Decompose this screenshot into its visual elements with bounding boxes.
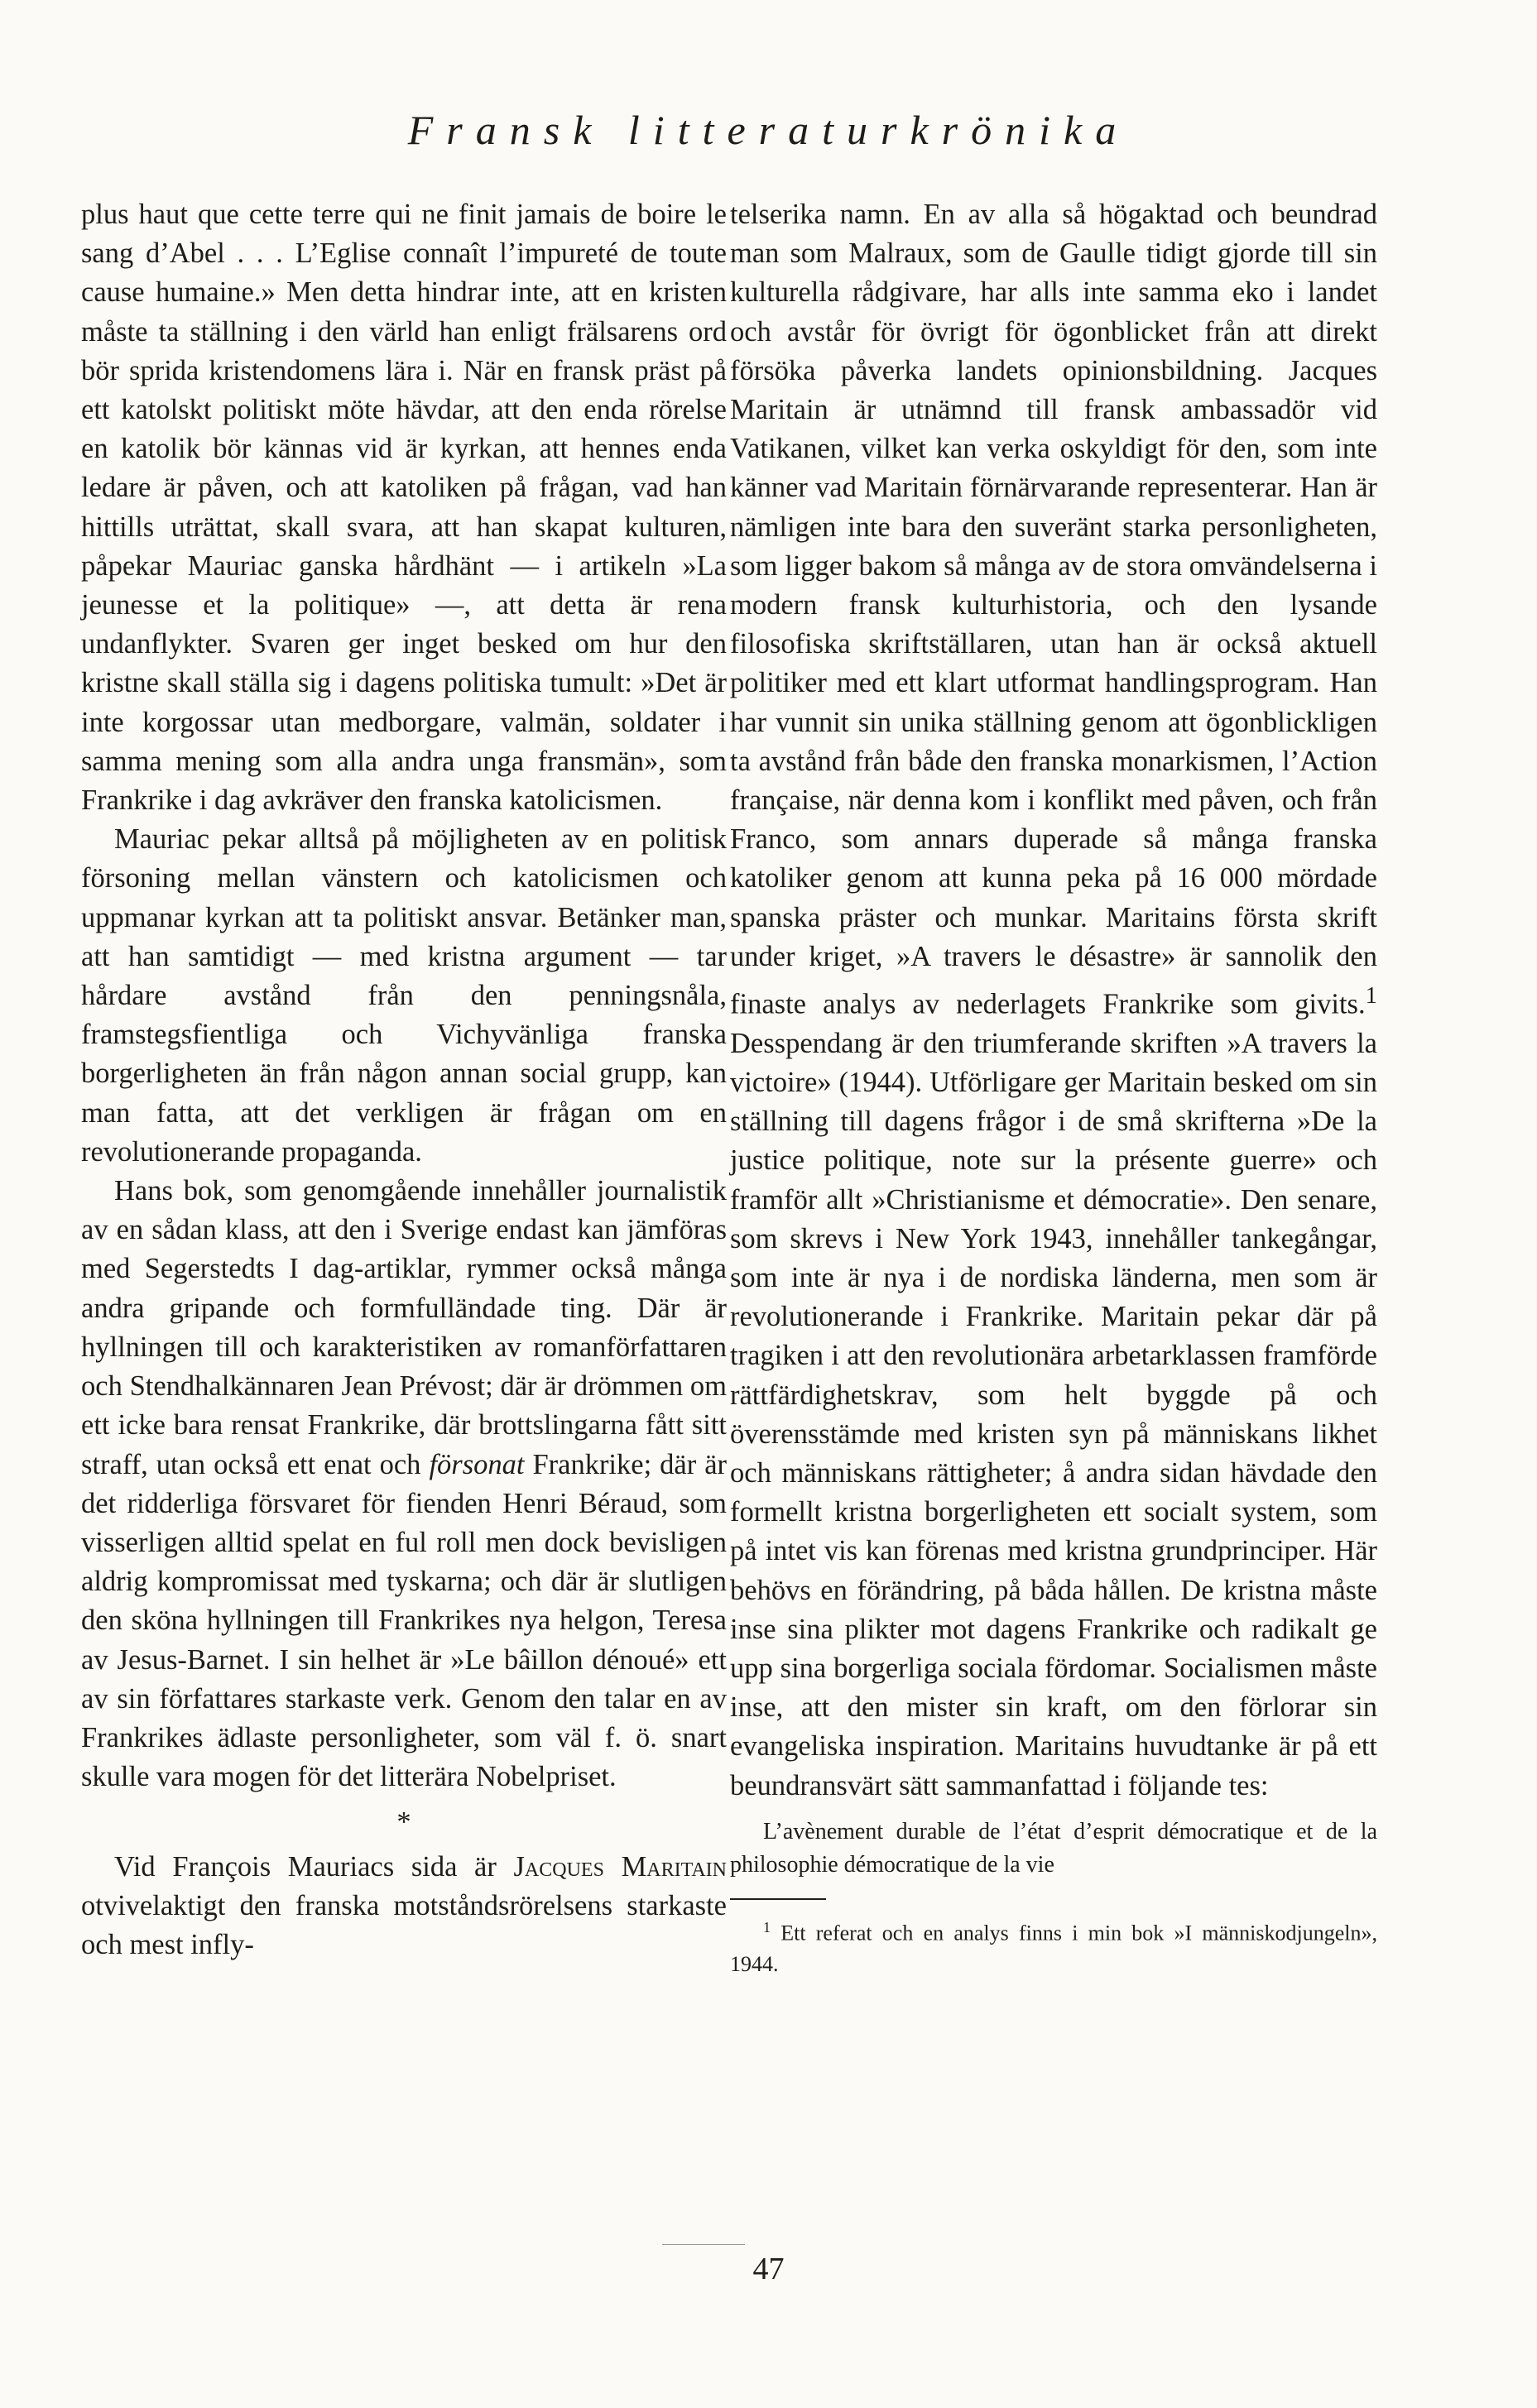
footnote [730, 1912, 1377, 1981]
paragraph: plus haut que cette terre qui ne finit jamais de boire le sang d’Abel . . . L’Eglise connaît l’impureté de toute cause humaine.» Men detta hindrar inte, att en kristen måste ta ställning i den värld han enligt frälsarens ord bör sprida kristendomens lära i. När en fransk präst på ett katolskt politiskt möte hävdar, att den enda rörelse en katolik bör kännas vid är kyrkan, att hennes enda ledare är påven, och att katoliken på frågan, vad han hittills uträttat, skall svara, att han skapat kulturen, påpekar Mauriac ganska hårdhänt — i artikeln »La jeunesse et la politique» —, att detta är rena undanflykter. Svaren ger inget besked om hur den kristne skall ställa sig i dagens politiska tumult: »Det är inte korgossar utan medborgare, valmän, soldater i samma mening som alla andra unga fransmän», som Frankrike i dag avkräver den franska katolicismen. [81, 199, 727, 817]
section-separator: * [396, 1806, 411, 1839]
footnote-divider [730, 1898, 826, 1900]
left-column [81, 195, 727, 1964]
page-number: 47 [752, 2252, 785, 2286]
paragraph-text: telserika namn. En av alla så högaktad och beundrad man som Malraux, som de Gaulle tidigt gjorde till sin kulturella rådgivare, har alls inte samma eko i landet och avstår för övrigt för ögonblicket från att direkt försöka påverka landets opinionsbildning. Jacques Maritain är utnämnd till fransk ambassadör vid Vatikanen, vilket kan verka oskyldigt för den, som inte känner vad Maritain förnärvarande representerar. Han är nämligen inte bara den suveränt starka personligheten, som ligger bakom så många av de stora omvändelserna i modern fransk kulturhistoria, och den lysande filosofiska skriftställaren, utan han är också aktuell politiker med ett klart utformat handlingsprogram. Han har vunnit sin unika ställning genom att ögonblickligen ta avstånd från både den franska monarkismen, l’Action française, när denna kom i konflikt med påven, och från Franco, som annars duperade så många franska katoliker genom att kunna peka på 16 000 mördade spanska präster och munkar. Maritains första skrift under kriget, »A travers le désastre» är sannolik den finaste analys av nederlagets Frankrike som givits. [730, 199, 1377, 1020]
footnote-mark: 1 [763, 1918, 771, 1936]
right-column [730, 195, 1377, 1980]
paragraph [81, 1848, 727, 1965]
running-header: Fransk litteraturkrönika [407, 107, 1130, 153]
person-name: Jacques Maritain [513, 1850, 727, 1883]
paragraph-text: Desspendang är den triumferande skriften »A travers la victoire» (1944). Utförligare ger Maritain besked om sin ställning till dagens frågor i de små skrifterna »De la justice politique, note sur la présente guerre» och framför allt »Christianisme et démocratie». Den senare, som skrevs i New York 1943, innehåller tankegångar, som inte är nya i de nordiska länderna, men som är revolutionerande i Frankrike. Maritain pekar där på tragiken i att den revolutionära arbetarklassen framförde rättfärdighetskrav, som helt byggde på och överensstämde med kristen syn på människans likhet och människans rättigheter; å andra sidan hävdade den formellt kristna borgerligheten ett socialt system, som på intet vis kan förenas med kristna grundprinciper. Här behövs en förändring, på båda hållen. De kristna måste inse sina plikter mot dagens Frankrike och radikalt ge upp sina borgerliga sociala fördomar. Socialismen måste inse, att den mister sin kraft, om den förlorar sin evangeliska inspiration. Maritains huvudtanke är på ett beundransvärt sätt sammanfattad i följande tes: [730, 1027, 1377, 1801]
paragraph-text: Hans bok, som genomgående innehåller journalistik av en sådan klass, att den i Sverige endast kan jämföras med Segerstedts I dag-artiklar, rymmer också många andra gripande och formfulländade ting. Där är hyllningen till och karakteristiken av romanförfattaren och Stendhalkännaren Jean Prévost; där är drömmen om ett icke bara rensat Frankrike, där brottslingarna fått sitt straff, utan också ett enat och [81, 1175, 727, 1480]
paragraph-text: Vid François Mauriacs sida är [114, 1850, 514, 1883]
paragraph-text: otvivelaktigt den franska motståndsrörelsens starkaste och mest infly- [81, 1889, 727, 1960]
paragraph: Mauriac pekar alltså på möjligheten av en politisk försoning mellan vänstern och katolicismen och uppmanar kyrkan att ta politiskt ansvar. Betänker man, att han samtidigt — med kristna argument — tar hårdare avstånd från den penningsnåla, framstegsfientliga och Vichyvänliga franska borgerligheten än från någon annan social grupp, kan man fatta, att det verkligen är frågan om en revolutionerande propaganda. [81, 823, 727, 1168]
footnote-reference: 1 [1365, 982, 1377, 1010]
paragraph [81, 1172, 727, 1796]
paragraph-text: Frankrike; där är det ridderliga försvaret för fienden Henri Béraud, som visserligen alltid spelat en ful roll men dock bevisligen aldrig kompromissat med tyskarna; och där är slutligen den sköna hyllningen till Frankrikes nya helgon, Teresa av Jesus-Barnet. I sin helhet är »Le bâillon dénoué» ett av sin författares starkaste verk. Genom den talar en av Frankrikes ädlaste personligheter, som väl f. ö. snart skulle vara mogen för det litterära Nobelpriset. [81, 1448, 727, 1793]
paragraph [730, 195, 1377, 1806]
page-number-rule [662, 2244, 745, 2245]
footnote-text: Ett referat och en analys finns i min bok »I människodjungeln», 1944. [730, 1921, 1377, 1977]
italic-word: försonat [429, 1448, 525, 1480]
block-quote: L’avènement durable de l’état d’esprit démocratique et de la philosophie démocratique de la vie [730, 1818, 1377, 1878]
